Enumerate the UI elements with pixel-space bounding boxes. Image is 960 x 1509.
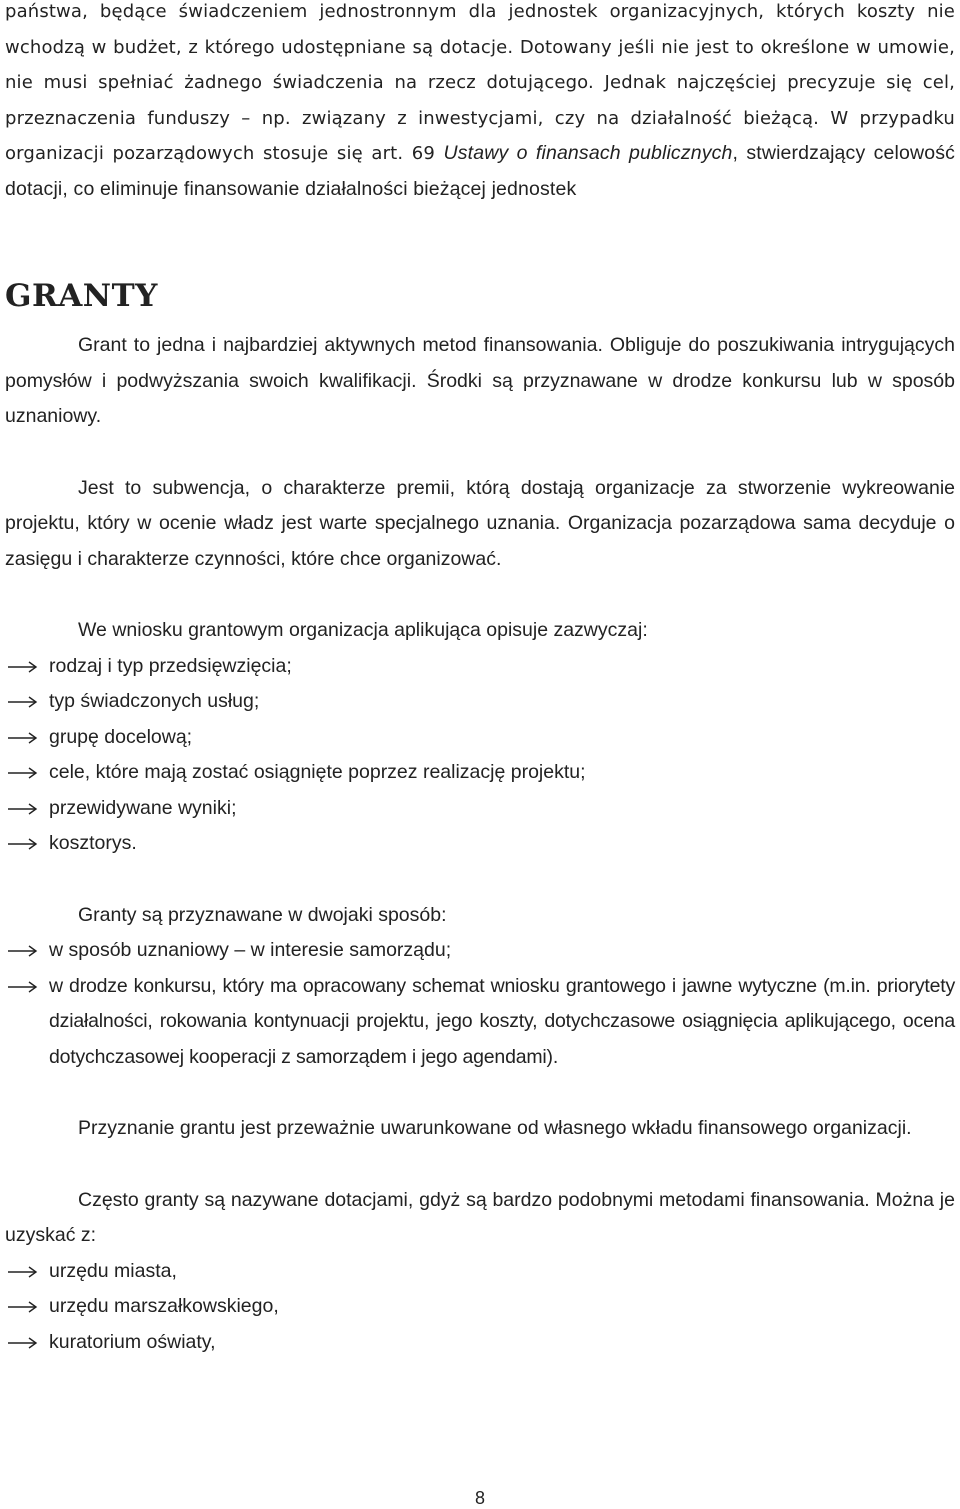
list-grant-methods [5, 933, 955, 1075]
list-item: kuratorium oświaty, [5, 1325, 955, 1361]
intro-end-text: , stwierdzający celowość dotacji, co eliminuje finansowanie działalności bieżącej jednostek [5, 142, 956, 200]
list-item: kosztorys. [5, 826, 955, 862]
paragraph-1: Grant to jedna i najbardziej aktywnych metod finansowania. Obliguje do poszukiwania intrygujących pomysłów i podwyższania swoich kwalifikacji. Środki są przyznawane w drodze konkursu lub w sposób uznaniowy. [5, 334, 955, 427]
intro-text: państwa, będące świadczeniem jednostronnym dla jednostek organizacyjnych, których koszty nie wchodzą w budżet, z którego udostępniane są dotacje. Dotowany jeśli nie jest to określone w umowie, nie musi spełniać żadnego świadczenia na rzecz dotującego. Jednak najczęściej precyzuje się cel, przeznaczenia funduszy – np. związany z inwestycjami, czy na działalność bieżącą. W przypadku organizacji pozarządowych stosuje się art. 69 [5, 1, 955, 164]
right-arrow-icon [5, 720, 45, 756]
paragraph-6: Często granty są nazywane dotacjami, gdyż są bardzo podobnymi metodami finansowania. Można je uzyskać z: [5, 1188, 955, 1246]
right-arrow-icon [5, 969, 45, 1005]
page-number: 8 [474, 1488, 485, 1508]
right-arrow-icon [5, 826, 45, 862]
list-item: cele, które mają zostać osiągnięte poprzez realizację projektu; [5, 755, 955, 791]
right-arrow-icon [5, 1289, 45, 1325]
list-item: urzędu marszałkowskiego, [5, 1289, 955, 1325]
list-item: w drodze konkursu, który ma opracowany schemat wniosku grantowego i jawne wytyczne (m.in. priorytety działalności, rokowania kontynuacji projektu, jego koszty, dotychczasowe osiągnięcia aplikującego, ocena dotychczasowej kooperacji z samorządem i jego agendami). [5, 969, 955, 1076]
document-page [5, 0, 955, 1360]
right-arrow-icon [5, 1325, 45, 1361]
paragraph-5: Przyznanie grantu jest przeważnie uwarunkowane od własnego wkładu finansowego organizacji. [78, 1117, 912, 1139]
right-arrow-icon [5, 933, 45, 969]
right-arrow-icon [5, 755, 45, 791]
list-sources [5, 1254, 955, 1361]
list-item: grupę docelową; [5, 720, 955, 756]
paragraph-2: Jest to subwencja, o charakterze premii, którą dostają organizacje za stworzenie wykreowanie projektu, który w ocenie władz jest warte specjalnego uznania. Organizacja pozarządowa sama decyduje o zasięgu i charakterze czynności, które chce organizować. [5, 476, 955, 570]
list-item: typ świadczonych usług; [5, 684, 955, 720]
list-item: przewidywane wyniki; [5, 791, 955, 827]
paragraph-3: We wniosku grantowym organizacja aplikująca opisuje zazwyczaj: [78, 619, 648, 641]
list-item: rodzaj i typ przedsięwzięcia; [5, 649, 955, 685]
intro-paragraph [5, 0, 955, 207]
right-arrow-icon [5, 684, 45, 720]
paragraph-4: Granty są przyznawane w dwojaki sposób: [78, 903, 447, 926]
list-proposal-contents [5, 649, 955, 862]
right-arrow-icon [5, 1254, 45, 1290]
list-item: urzędu miasta, [5, 1254, 955, 1290]
right-arrow-icon [5, 649, 45, 685]
section-heading: GRANTY [5, 278, 158, 314]
list-item: w sposób uznaniowy – w interesie samorządu; [5, 933, 955, 969]
right-arrow-icon [5, 791, 45, 827]
intro-italic-text: Ustawy o finansach publicznych [443, 142, 733, 164]
